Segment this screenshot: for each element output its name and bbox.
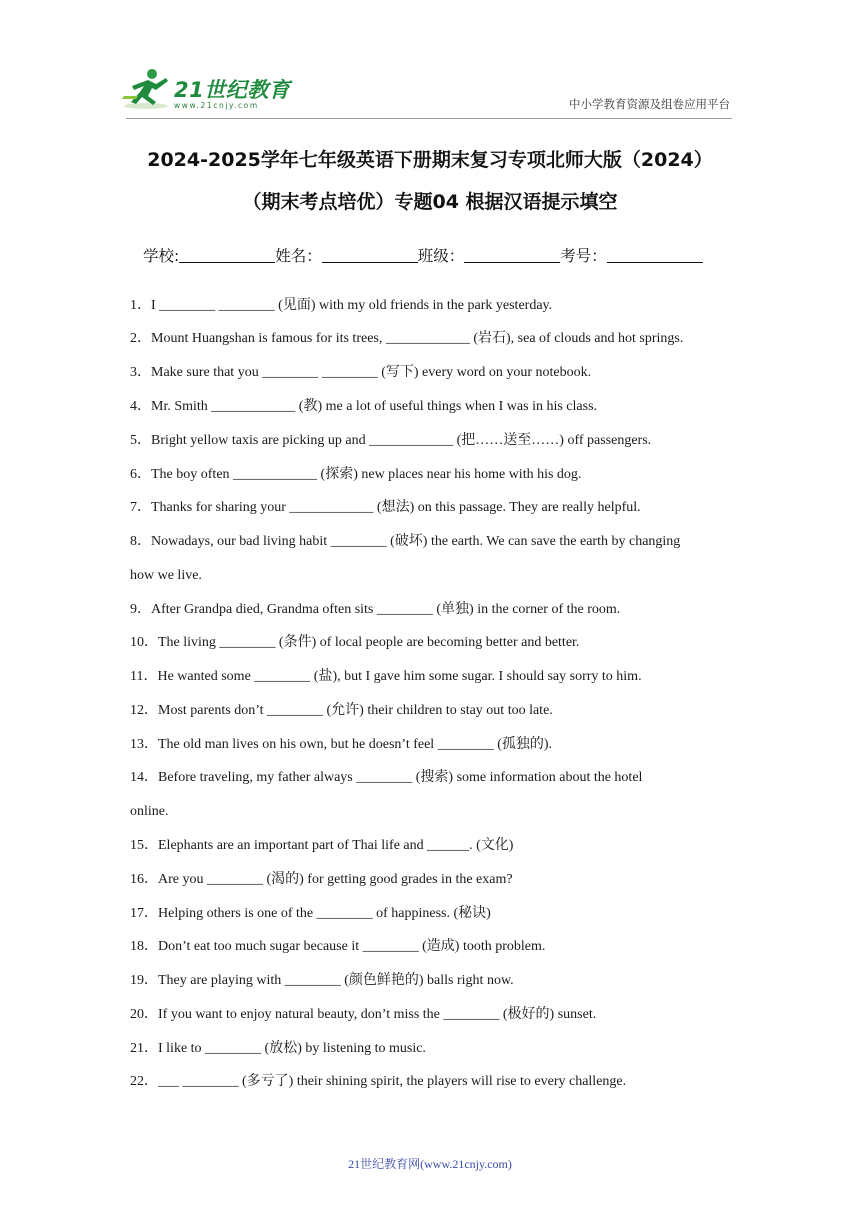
name-label: 姓名： [275, 247, 322, 265]
class-blank[interactable] [464, 247, 560, 263]
page-header [0, 0, 860, 120]
number-label: 考号： [560, 247, 607, 265]
footer-link[interactable]: 21世纪教育网(www.21cnjy.com) [348, 1157, 512, 1171]
question-7: 7．Thanks for sharing your ____________ (想法) on this passage. They are really helpful. [130, 500, 641, 515]
question-6: 6．The boy often ____________ (探索) new places near his home with his dog. [130, 467, 582, 482]
platform-label: 中小学教育资源及组卷应用平台 [569, 97, 730, 111]
question-12: 12．Most parents don’t ________ (允许) their children to stay out too late. [130, 703, 553, 718]
page-title-line-1: 2024-2025学年七年级英语下册期末复习专项北师大版（2024） [147, 149, 713, 171]
question-2: 2．Mount Huangshan is famous for its trees, ____________ (岩石), sea of clouds and hot springs. [130, 331, 684, 346]
question-8: 8．Nowadays, our bad living habit ________ (破坏) the earth. We can save the earth by changing [130, 534, 681, 549]
logo-subtext: www.21cnjy.com [174, 101, 259, 110]
question-15: 15．Elephants are an important part of Thai life and ______. (文化) [130, 838, 514, 853]
question-22: 22．___ ________ (多亏了) their shining spirit, the players will rise to every challenge. [130, 1074, 627, 1089]
logo-text: 21世纪教育 [174, 78, 291, 102]
question-14: 14．Before traveling, my father always ________ (搜索) some information about the hotel [130, 770, 643, 785]
class-label: 班级： [417, 247, 465, 265]
number-blank[interactable] [607, 247, 703, 263]
question-5: 5．Bright yellow taxis are picking up and ____________ (把……送至……) off passengers. [130, 433, 652, 448]
question-13: 13．The old man lives on his own, but he doesn’t feel ________ (孤独的). [130, 737, 553, 752]
question-14-continued: online. [130, 804, 169, 819]
student-info-row [143, 244, 703, 266]
question-19: 19．They are playing with ________ (颜色鲜艳的) balls right now. [130, 973, 514, 988]
header-divider [126, 118, 732, 119]
question-18: 18．Don’t eat too much sugar because it ________ (造成) tooth problem. [130, 939, 546, 954]
question-10: 10．The living ________ (条件) of local people are becoming better and better. [130, 635, 580, 650]
question-4: 4．Mr. Smith ____________ (教) me a lot of useful things when I was in his class. [130, 399, 598, 414]
logo [122, 66, 292, 116]
question-3: 3．Make sure that you ________ ________ (写下) every word on your notebook. [130, 365, 592, 380]
question-21: 21．I like to ________ (放松) by listening to music. [130, 1041, 426, 1056]
question-8-continued: how we live. [130, 568, 202, 583]
name-blank[interactable] [322, 247, 418, 263]
school-blank[interactable] [179, 247, 275, 263]
runner-logo-icon [122, 66, 174, 112]
school-label: 学校: [143, 247, 180, 265]
question-11: 11．He wanted some ________ (盐), but I gave him some sugar. I should say sorry to him. [130, 669, 642, 684]
question-20: 20．If you want to enjoy natural beauty, don’t miss the ________ (极好的) sunset. [130, 1007, 597, 1022]
question-1: 1．I ________ ________ (见面) with my old friends in the park yesterday. [130, 298, 553, 313]
question-16: 16．Are you ________ (渴的) for getting good grades in the exam? [130, 872, 513, 887]
question-17: 17．Helping others is one of the ________ of happiness. (秘诀) [130, 906, 491, 921]
question-9: 9．After Grandpa died, Grandma often sits ________ (单独) in the corner of the room. [130, 602, 621, 617]
page-title-line-2: （期末考点培优）专题04 根据汉语提示填空 [242, 191, 618, 213]
